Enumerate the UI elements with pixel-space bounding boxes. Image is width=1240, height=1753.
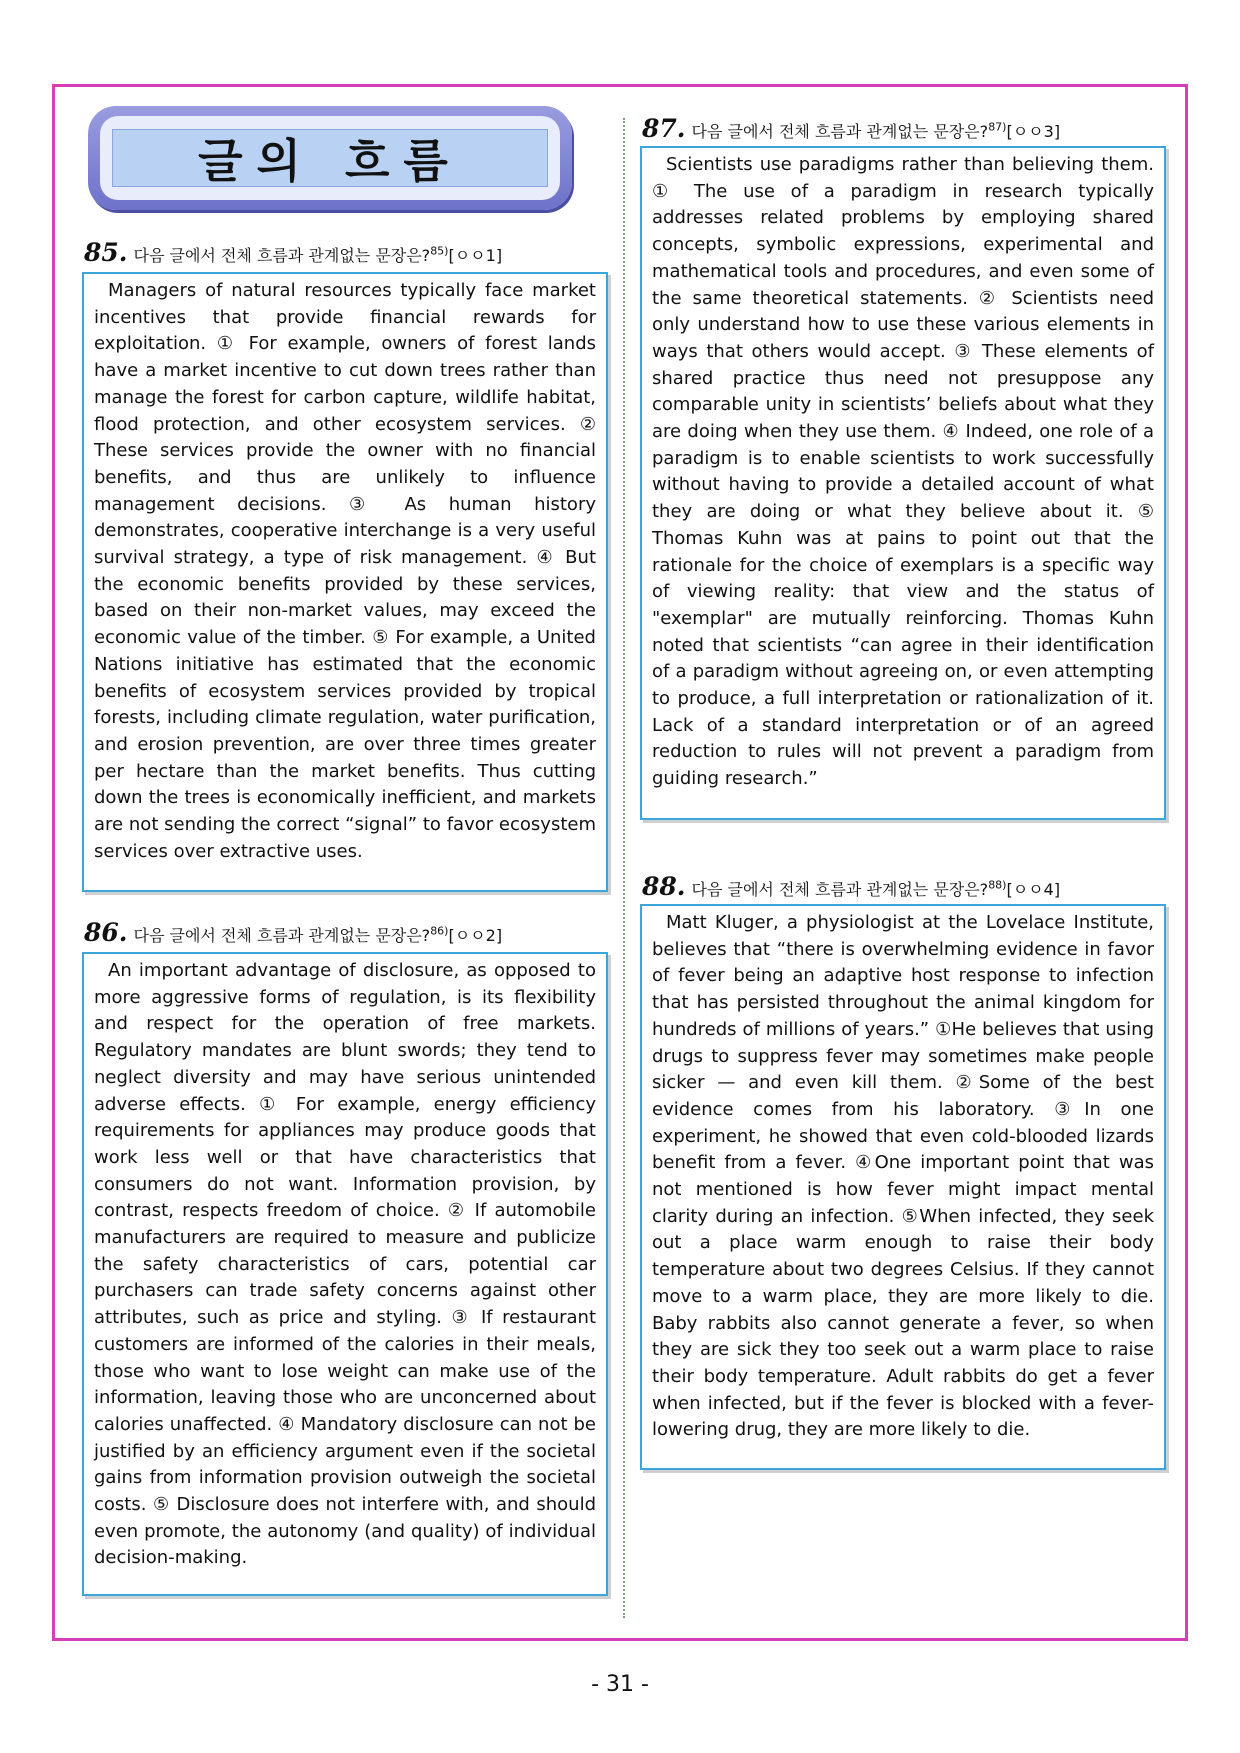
question-87-passage-box xyxy=(640,146,1166,820)
question-number: 87. xyxy=(642,114,686,143)
question-85-heading xyxy=(84,238,502,267)
page-number: - 31 - xyxy=(591,1672,649,1697)
question-number: 86. xyxy=(84,918,128,947)
question-prompt: 다음 글에서 전체 흐름과 관계없는 문장은? xyxy=(133,246,431,265)
question-code: [ㅇㅇ1] xyxy=(448,246,503,265)
column-divider xyxy=(623,118,625,1618)
question-code: [ㅇㅇ3] xyxy=(1006,122,1061,141)
footnote-ref: 86) xyxy=(430,924,449,938)
passage-text: An important advantage of disclosure, as opposed to more aggressive forms of regulation, is its flexibility and respect for the operation of free markets. Regulatory mandates are blunt swords; they tend to neglect diversity and may have serious unintended adverse effects. ① For example, energy efficiency requirements for appliances may produce goods that work less well or that have characteristics that consumers do not want. Information provision, by contrast, respects freedom of choice. ② If automobile manufacturers are required to measure and publicize the safety characteristics of cars, potential car purchasers can trade safety concerns against other attributes, such as price and styling. ③ If restaurant customers are informed of the calories in their meals, those who want to lose weight can make use of the information, leaving those who are unconcerned about calories unaffected. ④ Mandatory disclosure can not be justified by an efficiency argument even if the societal gains from information provision outweigh the societal costs. ⑤ Disclosure does not interfere with, and should even promote, the autonomy (and quality) of individual decision-making. xyxy=(94,960,596,1569)
question-prompt: 다음 글에서 전체 흐름과 관계없는 문장은? xyxy=(133,926,431,945)
question-code: [ㅇㅇ2] xyxy=(448,926,503,945)
passage-text: Scientists use paradigms rather than believing them. ① The use of a paradigm in research typically addresses related problems by employing shared concepts, symbolic expressions, experimental and mathematical tools and procedures, and even some of the same theoretical statements. ② Scientists need only understand how to use these various elements in ways that others would accept. ③ These elements of shared practice thus need not presuppose any comparable unity in scientists’ beliefs about what they are doing when they use them. ④ Indeed, one role of a paradigm is to enable scientists to work successfully without having to provide a detailed account of what they are doing or what they believe about it. ⑤ Thomas Kuhn was at pains to point out that the rationale for the choice of exemplars is a specific way of viewing reality: that view and the status of "exemplar" are mutually reinforcing. Thomas Kuhn noted that scientists “can agree in their identification of a paradigm without agreeing on, or even attempting to produce, a full interpretation or rationalization of it. Lack of a standard interpretation or of an agreed reduction to rules will not prevent a paradigm from guiding research.” xyxy=(652,154,1154,790)
question-prompt: 다음 글에서 전체 흐름과 관계없는 문장은? xyxy=(691,122,989,141)
section-title: 글의 흐름 xyxy=(198,134,462,188)
question-86-heading xyxy=(84,918,502,947)
question-number: 88. xyxy=(642,872,686,901)
footnote-ref: 88) xyxy=(988,878,1007,892)
question-86-passage-box xyxy=(82,952,608,1596)
question-85-passage-box xyxy=(82,272,608,892)
footnote-ref: 87) xyxy=(988,120,1007,134)
section-banner xyxy=(88,106,572,210)
question-88-heading xyxy=(642,872,1060,901)
passage-text: Managers of natural resources typically face market incentives that provide financial rewards for exploitation. ① For example, owners of forest lands have a market incentive to cut down trees rather than manage the forest for carbon capture, wildlife habitat, flood protection, and other ecosystem services. ② These services provide the owner with no financial benefits, and thus are unlikely to influence management decisions. ③ As human history demonstrates, cooperative interchange is a very useful survival strategy, a type of risk management. ④ But the economic benefits provided by these services, based on their non-market values, may exceed the economic value of the timber. ⑤ For example, a United Nations initiative has estimated that the economic benefits of ecosystem services provided by tropical forests, including climate regulation, water purification, and erosion prevention, are over three times greater per hectare than the market benefits. Thus cutting down the trees is economically inefficient, and markets are not sending the correct “signal” to favor ecosystem services over extractive uses. xyxy=(94,280,596,862)
question-88-passage-box xyxy=(640,904,1166,1470)
question-prompt: 다음 글에서 전체 흐름과 관계없는 문장은? xyxy=(691,880,989,899)
passage-text: Matt Kluger, a physiologist at the Lovelace Institute, believes that “there is overwhelming evidence in favor of fever being an adaptive host response to infection that has persisted throughout the animal kingdom for hundreds of millions of years.” ①He believes that using drugs to suppress fever may sometimes make people sicker — and even kill them. ②Some of the best evidence comes from his laboratory. ③In one experiment, he showed that even cold-blooded lizards benefit from a fever. ④One important point that was not mentioned is how fever might impact mental clarity during an infection. ⑤When infected, they seek out a place warm enough to raise their body temperature about two degrees Celsius. If they cannot move to a warm place, they are more likely to die. Baby rabbits also cannot generate a fever, so when they are sick they too seek out a warm place to raise their body temperature. Adult rabbits do get a fever when infected, but if the fever is blocked with a fever-lowering drug, they are more likely to die. xyxy=(652,912,1154,1441)
question-87-heading xyxy=(642,114,1060,143)
question-number: 85. xyxy=(84,238,128,267)
question-code: [ㅇㅇ4] xyxy=(1006,880,1061,899)
footnote-ref: 85) xyxy=(430,244,449,258)
